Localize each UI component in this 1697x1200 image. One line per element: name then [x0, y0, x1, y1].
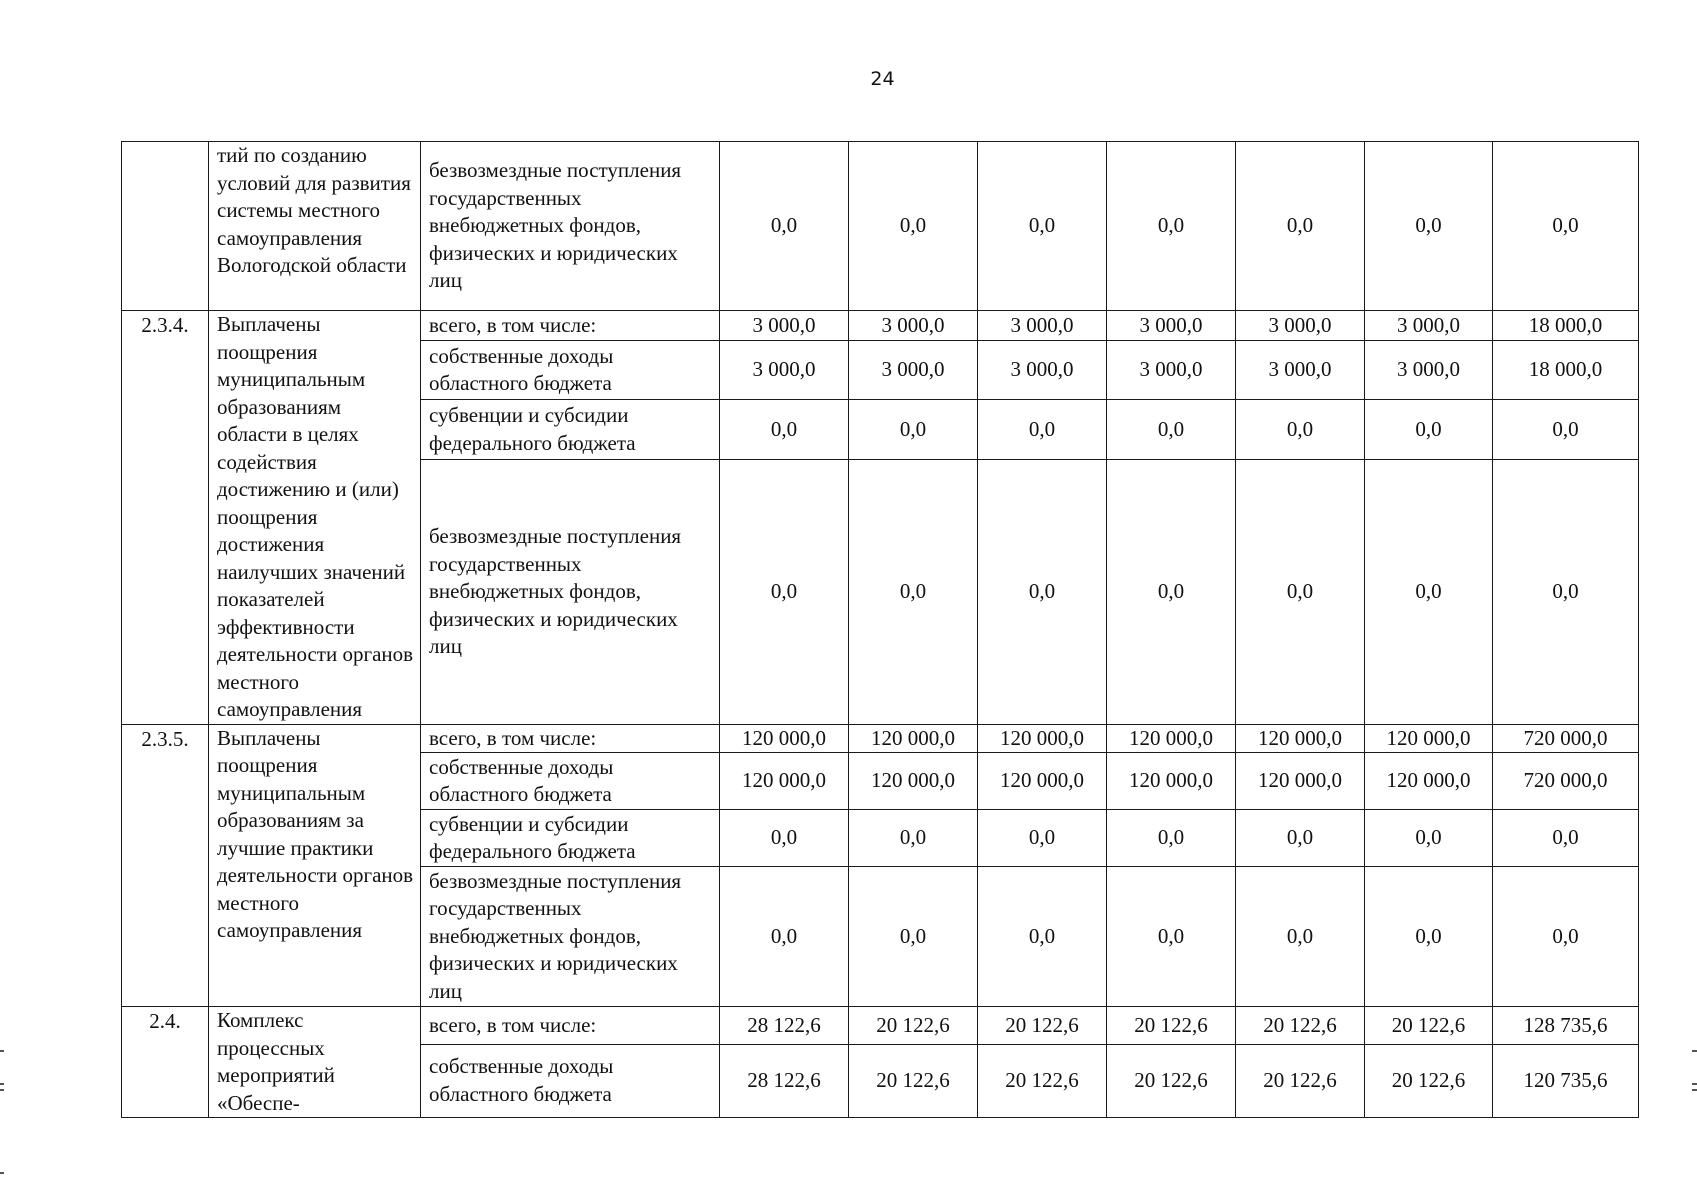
value-cell: 0,0 — [720, 460, 849, 724]
funding-source: субвенции и субсидии федерального бюджета — [421, 810, 720, 867]
total-cell: 128 735,6 — [1493, 1007, 1639, 1045]
value-cell: 28 122,6 — [720, 1007, 849, 1045]
value-cell: 0,0 — [1107, 142, 1236, 311]
value-cell: 3 000,0 — [849, 341, 978, 400]
value-cell: 120 000,0 — [849, 753, 978, 810]
value-cell: 20 122,6 — [1107, 1044, 1236, 1117]
funding-source: всего, в том числе: — [421, 311, 720, 341]
total-cell: 0,0 — [1493, 460, 1639, 724]
value-cell: 3 000,0 — [1107, 311, 1236, 341]
value-cell: 0,0 — [720, 867, 849, 1007]
value-cell: 20 122,6 — [1365, 1044, 1493, 1117]
scan-mark — [0, 1083, 4, 1085]
total-cell: 0,0 — [1493, 810, 1639, 867]
value-cell: 0,0 — [1107, 810, 1236, 867]
value-cell: 20 122,6 — [1236, 1007, 1365, 1045]
value-cell: 0,0 — [1365, 810, 1493, 867]
value-cell: 0,0 — [720, 400, 849, 460]
value-cell: 120 000,0 — [1236, 753, 1365, 810]
value-cell: 0,0 — [1365, 867, 1493, 1007]
value-cell: 120 000,0 — [978, 753, 1107, 810]
measure-description: Выплачены поощрения муниципальным образованиям за лучшие практики деятельности органов местного самоуправления — [209, 724, 421, 1007]
measure-description: тий по созданию условий для развития системы местного самоуправления Вологодской области — [209, 142, 421, 311]
total-cell: 720 000,0 — [1493, 724, 1639, 753]
value-cell: 120 000,0 — [1365, 724, 1493, 753]
scan-mark — [1692, 1083, 1697, 1085]
funding-source: собственные доходы областного бюджета — [421, 753, 720, 810]
value-cell: 0,0 — [1107, 400, 1236, 460]
table-row — [122, 311, 1639, 341]
scan-mark — [0, 1172, 4, 1174]
row-index-cell: 2.4. — [122, 1007, 209, 1118]
table-row — [122, 724, 1639, 753]
page-number: 24 — [870, 68, 895, 90]
scan-mark — [0, 1089, 4, 1091]
value-cell: 120 000,0 — [849, 724, 978, 753]
funding-source: собственные доходы областного бюджета — [421, 1044, 720, 1117]
value-cell: 0,0 — [849, 867, 978, 1007]
total-cell: 18 000,0 — [1493, 341, 1639, 400]
row-index-cell — [122, 142, 209, 311]
value-cell: 20 122,6 — [1236, 1044, 1365, 1117]
value-cell: 3 000,0 — [1107, 341, 1236, 400]
value-cell: 0,0 — [849, 810, 978, 867]
funding-source: собственные доходы областного бюджета — [421, 341, 720, 400]
funding-source: безвозмездные поступления государственных внебюджетных фондов, физических и юридических лиц — [421, 867, 720, 1007]
value-cell: 3 000,0 — [978, 311, 1107, 341]
value-cell: 0,0 — [978, 867, 1107, 1007]
scan-mark — [1692, 1050, 1697, 1052]
value-cell: 0,0 — [1236, 867, 1365, 1007]
value-cell: 0,0 — [978, 400, 1107, 460]
funding-source: субвенции и субсидии федерального бюджета — [421, 400, 720, 460]
value-cell: 20 122,6 — [849, 1044, 978, 1117]
value-cell: 120 000,0 — [1365, 753, 1493, 810]
value-cell: 120 000,0 — [1107, 753, 1236, 810]
funding-source: безвозмездные поступления государственных внебюджетных фондов, физических и юридических лиц — [421, 460, 720, 724]
value-cell: 20 122,6 — [1107, 1007, 1236, 1045]
row-index-cell: 2.3.5. — [122, 724, 209, 1007]
value-cell: 28 122,6 — [720, 1044, 849, 1117]
value-cell: 0,0 — [1365, 142, 1493, 311]
row-index-cell: 2.3.4. — [122, 311, 209, 725]
value-cell: 0,0 — [849, 142, 978, 311]
value-cell: 0,0 — [1236, 810, 1365, 867]
value-cell: 3 000,0 — [978, 341, 1107, 400]
measure-description: Выплачены поощрения муниципальным образованиям области в целях содействия достижению и (или) поощрения достижения наилучших значений показателей эффективности деятельности органов местного самоуправления — [209, 311, 421, 725]
value-cell: 0,0 — [849, 460, 978, 724]
value-cell: 3 000,0 — [1365, 341, 1493, 400]
value-cell: 0,0 — [978, 810, 1107, 867]
table-row — [122, 1007, 1639, 1045]
measure-description: Комплекс процессных мероприятий «Обеспе- — [209, 1007, 421, 1118]
value-cell: 0,0 — [849, 400, 978, 460]
total-cell: 0,0 — [1493, 400, 1639, 460]
value-cell: 20 122,6 — [978, 1007, 1107, 1045]
total-cell: 18 000,0 — [1493, 311, 1639, 341]
value-cell: 20 122,6 — [978, 1044, 1107, 1117]
value-cell: 120 000,0 — [720, 724, 849, 753]
value-cell: 0,0 — [978, 142, 1107, 311]
budget-table — [121, 141, 1639, 1118]
value-cell: 0,0 — [1107, 867, 1236, 1007]
funding-source: безвозмездные поступления государственных внебюджетных фондов, физических и юридических лиц — [421, 142, 720, 311]
value-cell: 20 122,6 — [1365, 1007, 1493, 1045]
value-cell: 20 122,6 — [849, 1007, 978, 1045]
funding-source: всего, в том числе: — [421, 1007, 720, 1045]
total-cell: 120 735,6 — [1493, 1044, 1639, 1117]
value-cell: 120 000,0 — [1236, 724, 1365, 753]
value-cell: 3 000,0 — [720, 341, 849, 400]
value-cell: 0,0 — [1236, 400, 1365, 460]
value-cell: 0,0 — [1107, 460, 1236, 724]
value-cell: 0,0 — [1365, 460, 1493, 724]
value-cell: 3 000,0 — [1236, 341, 1365, 400]
value-cell: 0,0 — [978, 460, 1107, 724]
total-cell: 0,0 — [1493, 867, 1639, 1007]
total-cell: 720 000,0 — [1493, 753, 1639, 810]
scan-mark — [0, 1050, 4, 1052]
value-cell: 3 000,0 — [1236, 311, 1365, 341]
value-cell: 0,0 — [1365, 400, 1493, 460]
value-cell: 0,0 — [1236, 460, 1365, 724]
value-cell: 120 000,0 — [978, 724, 1107, 753]
value-cell: 0,0 — [720, 142, 849, 311]
value-cell: 3 000,0 — [849, 311, 978, 341]
value-cell: 3 000,0 — [1365, 311, 1493, 341]
table-row — [122, 142, 1639, 311]
value-cell: 120 000,0 — [720, 753, 849, 810]
funding-source: всего, в том числе: — [421, 724, 720, 753]
total-cell: 0,0 — [1493, 142, 1639, 311]
scan-mark — [1692, 1089, 1697, 1091]
value-cell: 0,0 — [1236, 142, 1365, 311]
value-cell: 3 000,0 — [720, 311, 849, 341]
value-cell: 0,0 — [720, 810, 849, 867]
value-cell: 120 000,0 — [1107, 724, 1236, 753]
